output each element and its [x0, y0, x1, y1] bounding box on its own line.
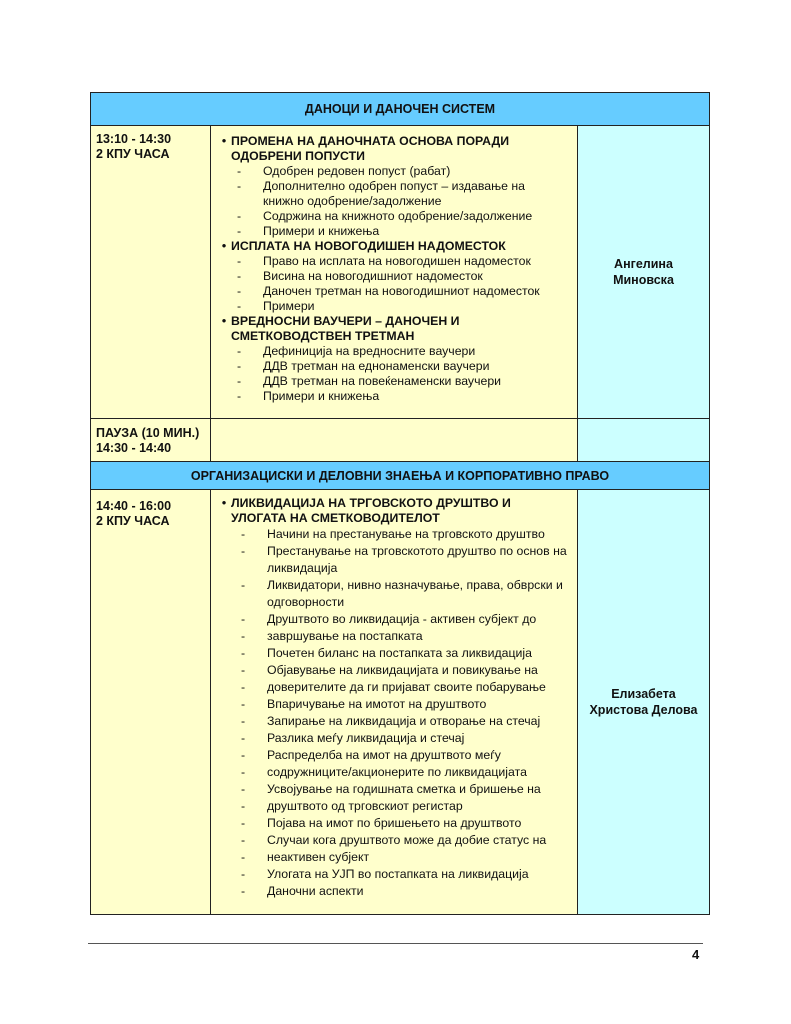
break-label: ПАУЗА (10 МИН.): [96, 426, 200, 440]
subtopic-text: Дополнително одобрен попуст – издавање на книжно одобрение/задолжение: [263, 179, 526, 208]
dash-icon: -: [241, 544, 246, 558]
subtopic-text: Усвојување на годишната сметка и бришење на: [267, 782, 541, 796]
subtopic-item: [217, 815, 569, 832]
subtopic-item: [217, 164, 569, 179]
subtopic-text: Висина на новогодишниот надоместок: [263, 269, 483, 283]
subtopic-item: [217, 730, 569, 747]
dash-icon: -: [241, 850, 246, 864]
dash-icon: -: [241, 714, 246, 728]
dash-icon: -: [241, 680, 246, 694]
subtopic-text: Право на исплата на новогодишен надоместок: [263, 254, 531, 268]
dash-icon: -: [241, 748, 246, 762]
break-empty-cell: [210, 418, 578, 462]
dash-icon: -: [237, 374, 242, 388]
topic-heading: [217, 314, 569, 344]
session-credits: 2 КПУ ЧАСА: [96, 514, 170, 528]
subtopic-text: друштвото од трговскиот регистар: [267, 799, 463, 813]
break-cell: [90, 418, 211, 462]
subtopic-list: [217, 164, 569, 239]
subtopic-text: Начини на престанување на трговското друштво: [267, 527, 545, 541]
section-header-corporate: [90, 461, 710, 490]
subtopic-item: [217, 344, 569, 359]
break-time: 14:30 - 14:40: [96, 441, 172, 455]
dash-icon: -: [241, 816, 246, 830]
subtopic-text: ДДВ третман на еднонаменски ваучери: [263, 359, 490, 373]
session-time: 13:10 - 14:30: [96, 132, 172, 146]
lecturer-cell: [577, 489, 710, 915]
dash-icon: -: [241, 765, 246, 779]
subtopic-text: Објавување на ликвидацијата и повикување на: [267, 663, 538, 677]
subtopic-item: [217, 299, 569, 314]
bullet-icon: •: [221, 239, 227, 253]
subtopic-text: Друштвото во ликвидација - активен субјект до: [267, 612, 537, 626]
subtopic-text: Примери и книжења: [263, 224, 380, 238]
subtopic-item: [217, 713, 569, 730]
subtopic-item: [217, 781, 569, 798]
subtopic-item: [217, 798, 569, 815]
dash-icon: -: [237, 254, 242, 268]
session-time-cell: [90, 125, 211, 419]
subtopic-text: Улогата на УЈП во постапката на ликвидација: [267, 867, 529, 881]
topic-title: ЛИКВИДАЦИЈА НА ТРГОВСКОТО ДРУШТВО И УЛОГАТА НА СМЕТКОВОДИТЕЛОТ: [231, 496, 511, 525]
dash-icon: -: [241, 799, 246, 813]
section-title: ОРГАНИЗАЦИСКИ И ДЕЛОВНИ ЗНАЕЊА И КОРПОРАТИВНО ПРАВО: [190, 468, 610, 483]
subtopic-text: ДДВ третман на повеќенаменски ваучери: [263, 374, 502, 388]
subtopic-item: [217, 209, 569, 224]
dash-icon: -: [241, 833, 246, 847]
page-number: 4: [692, 947, 700, 962]
subtopic-item: [217, 696, 569, 713]
subtopic-text: содружниците/акционерите по ликвидацијата: [267, 765, 527, 779]
subtopic-text: Разлика меѓу ликвидација и стечај: [267, 731, 465, 745]
footer-divider: [88, 943, 703, 944]
session-time-cell: [90, 489, 211, 915]
subtopic-item: [217, 849, 569, 866]
subtopic-item: [217, 645, 569, 662]
session-credits: 2 КПУ ЧАСА: [96, 147, 170, 161]
subtopic-item: [217, 526, 569, 543]
dash-icon: -: [241, 527, 246, 541]
lecturer-cell: [577, 125, 710, 419]
dash-icon: -: [241, 578, 246, 592]
bullet-icon: •: [221, 496, 227, 510]
subtopic-text: Одобрен редовен попуст (рабат): [263, 164, 451, 178]
topic-title: ПРОМЕНА НА ДАНОЧНАТА ОСНОВА ПОРАДИ ОДОБРЕНИ ПОПУСТИ: [231, 134, 510, 163]
subtopic-text: Содржина на книжното одобрение/задолжение: [263, 209, 533, 223]
subtopic-item: [217, 679, 569, 696]
bullet-icon: •: [221, 134, 227, 148]
subtopic-text: Примери: [263, 299, 315, 313]
subtopic-item: [217, 764, 569, 781]
dash-icon: -: [241, 731, 246, 745]
dash-icon: -: [237, 179, 242, 193]
subtopic-text: Даночни аспекти: [267, 884, 364, 898]
subtopic-list: [217, 254, 569, 314]
session-topics: [210, 125, 578, 419]
subtopic-list: [217, 526, 569, 900]
subtopic-item: [217, 389, 569, 404]
section-header-taxes: [90, 92, 710, 126]
dash-icon: -: [241, 646, 246, 660]
topic-heading: [217, 239, 569, 254]
dash-icon: -: [241, 612, 246, 626]
subtopic-item: [217, 374, 569, 389]
dash-icon: -: [237, 299, 242, 313]
subtopic-item: [217, 577, 569, 611]
subtopic-item: [217, 866, 569, 883]
subtopic-text: неактивен субјект: [267, 850, 370, 864]
subtopic-item: [217, 747, 569, 764]
dash-icon: -: [237, 164, 242, 178]
dash-icon: -: [241, 884, 246, 898]
dash-icon: -: [237, 284, 242, 298]
bullet-icon: •: [221, 314, 227, 328]
dash-icon: -: [241, 867, 246, 881]
dash-icon: -: [237, 389, 242, 403]
subtopic-item: [217, 628, 569, 645]
topic-title: ВРЕДНОСНИ ВАУЧЕРИ – ДАНОЧЕН И СМЕТКОВОДСТВЕН ТРЕТМАН: [231, 314, 460, 343]
dash-icon: -: [237, 224, 242, 238]
subtopic-item: [217, 611, 569, 628]
dash-icon: -: [241, 782, 246, 796]
subtopic-text: Даночен третман на новогодишниот надоместок: [263, 284, 540, 298]
subtopic-item: [217, 224, 569, 239]
subtopic-text: Случаи кога друштвото може да добие статус на: [267, 833, 547, 847]
subtopic-text: Запирање на ликвидација и отворање на стечај: [267, 714, 541, 728]
section-title: ДАНОЦИ И ДАНОЧЕН СИСТЕМ: [304, 102, 496, 116]
lecturer-last-name: Миновска: [613, 273, 674, 287]
dash-icon: -: [241, 663, 246, 677]
subtopic-text: доверителите да ги пријават своите побарување: [267, 680, 546, 694]
lecturer-first-name: Ангелина: [614, 257, 673, 271]
subtopic-text: Распределба на имот на друштвото меѓу: [267, 748, 501, 762]
subtopic-text: Впаричување на имотот на друштвото: [267, 697, 487, 711]
subtopic-item: [217, 543, 569, 577]
subtopic-text: Престанување на трговскотото друштво по основ на ликвидација: [267, 544, 567, 575]
dash-icon: -: [237, 209, 242, 223]
dash-icon: -: [237, 269, 242, 283]
subtopic-item: [217, 254, 569, 269]
topic-heading: [217, 496, 569, 526]
session-topics: [210, 489, 578, 915]
subtopic-text: завршување на постапката: [267, 629, 423, 643]
subtopic-item: [217, 284, 569, 299]
dash-icon: -: [237, 359, 242, 373]
subtopic-list: [217, 344, 569, 404]
session-time: 14:40 - 16:00: [96, 499, 172, 513]
subtopic-item: [217, 269, 569, 284]
subtopic-item: [217, 359, 569, 374]
subtopic-text: Почетен биланс на постапката за ликвидација: [267, 646, 532, 660]
subtopic-item: [217, 662, 569, 679]
subtopic-item: [217, 832, 569, 849]
break-lecturer-cell: [577, 418, 710, 462]
subtopic-text: Примери и книжења: [263, 389, 380, 403]
subtopic-text: Ликвидатори, нивно назначување, права, обврски и одговорности: [267, 578, 563, 609]
subtopic-item: [217, 179, 569, 209]
subtopic-item: [217, 883, 569, 900]
lecturer-last-name: Христова Делова: [589, 703, 698, 717]
dash-icon: -: [237, 344, 242, 358]
dash-icon: -: [241, 629, 246, 643]
lecturer-first-name: Елизабета: [611, 687, 676, 701]
dash-icon: -: [241, 697, 246, 711]
subtopic-text: Појава на имот по бришењето на друштвото: [267, 816, 522, 830]
subtopic-text: Дефиниција на вредносните ваучери: [263, 344, 476, 358]
topic-title: ИСПЛАТА НА НОВОГОДИШЕН НАДОМЕСТОК: [231, 239, 506, 253]
topic-heading: [217, 134, 569, 164]
